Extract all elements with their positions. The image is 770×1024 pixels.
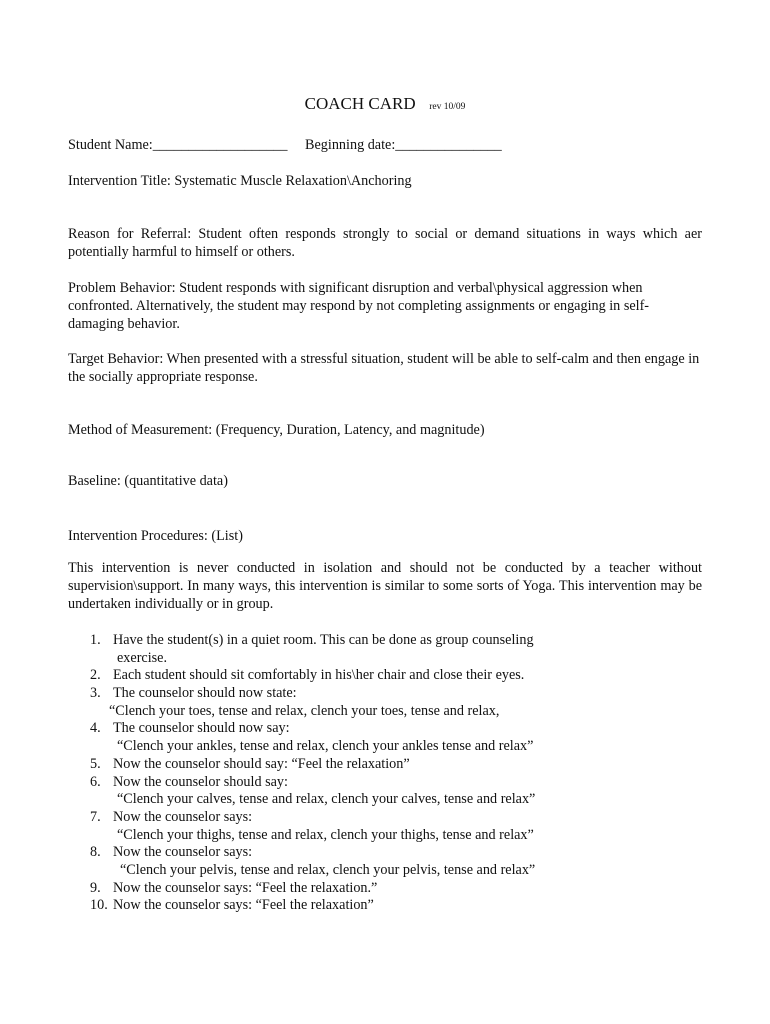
list-item bbox=[68, 896, 702, 914]
step-continuation: exercise. bbox=[117, 649, 168, 666]
list-item bbox=[68, 737, 702, 755]
procedures-heading: Intervention Procedures: (List) bbox=[68, 528, 243, 544]
step-continuation: “Clench your pelvis, tense and relax, clench your pelvis, tense and relax” bbox=[120, 861, 536, 878]
method-of-measurement: Method of Measurement: (Frequency, Duration, Latency, and magnitude) bbox=[68, 422, 485, 438]
step-number: 6. bbox=[90, 773, 101, 790]
list-item bbox=[68, 790, 702, 808]
title-row bbox=[0, 95, 770, 116]
list-item bbox=[68, 702, 702, 720]
step-continuation: “Clench your ankles, tense and relax, clench your ankles tense and relax” bbox=[117, 738, 534, 755]
document-title: COACH CARD bbox=[304, 94, 416, 113]
step-text: The counselor should now state: bbox=[113, 685, 297, 702]
list-item bbox=[68, 826, 702, 844]
list-item bbox=[68, 808, 702, 826]
step-number: 5. bbox=[90, 755, 101, 772]
step-number: 3. bbox=[90, 685, 101, 702]
step-text: Now the counselor should say: bbox=[113, 773, 288, 790]
baseline: Baseline: (quantitative data) bbox=[68, 473, 228, 489]
step-text: Have the student(s) in a quiet room. This can be done as group counseling bbox=[113, 632, 534, 648]
problem-behavior: Problem Behavior: Student responds with significant disruption and verbal\physical aggression when confronted. Alternatively, the student may respond by not completing assignments or engaging in self-damaging behavior. bbox=[68, 280, 650, 332]
step-number: 8. bbox=[90, 844, 101, 861]
step-continuation: “Clench your calves, tense and relax, clench your calves, tense and relax” bbox=[117, 791, 536, 808]
list-item bbox=[68, 684, 702, 702]
step-number: 1. bbox=[90, 632, 101, 648]
list-item bbox=[68, 861, 702, 879]
step-text: Now the counselor should say: “Feel the relaxation” bbox=[113, 755, 410, 772]
list-item bbox=[68, 843, 702, 861]
intervention-title: Intervention Title: Systematic Muscle Relaxation\Anchoring bbox=[68, 173, 412, 189]
list-item bbox=[68, 755, 702, 773]
name-date-row bbox=[68, 136, 702, 154]
step-number: 4. bbox=[90, 720, 101, 737]
beginning-date-field: Beginning date:_______________ bbox=[305, 137, 502, 153]
step-text: Each student should sit comfortably in his\her chair and close their eyes. bbox=[113, 667, 525, 684]
reason-for-referral: Reason for Referral: Student often responds strongly to social or demand situations in ways which aer potentially harmful to himself or others. bbox=[68, 226, 702, 260]
revision-label: rev 10/09 bbox=[429, 102, 466, 112]
step-continuation: “Clench your thighs, tense and relax, clench your thighs, tense and relax” bbox=[117, 826, 534, 843]
list-item bbox=[68, 666, 702, 684]
list-item bbox=[68, 649, 702, 667]
step-text: Now the counselor says: “Feel the relaxation” bbox=[113, 897, 374, 914]
list-item bbox=[68, 719, 702, 737]
step-text: The counselor should now say: bbox=[113, 720, 290, 737]
step-number: 7. bbox=[90, 808, 101, 825]
list-item bbox=[68, 879, 702, 897]
step-number: 9. bbox=[90, 879, 101, 896]
step-number: 10. bbox=[90, 897, 108, 914]
step-text: Now the counselor says: bbox=[113, 808, 253, 825]
list-item bbox=[68, 631, 702, 649]
step-text: Now the counselor says: “Feel the relaxation.” bbox=[113, 879, 378, 896]
step-number: 2. bbox=[90, 667, 101, 684]
student-name-field: Student Name:___________________ bbox=[68, 137, 288, 153]
step-text: Now the counselor says: bbox=[113, 844, 253, 861]
target-behavior: Target Behavior: When presented with a stressful situation, student will be able to self-calm and then engage in the socially appropriate response. bbox=[68, 351, 700, 385]
step-continuation: “Clench your toes, tense and relax, clench your toes, tense and relax, bbox=[109, 702, 500, 719]
procedures-intro: This intervention is never conducted in isolation and should not be conducted by a teacher without supervision\support. In many ways, this intervention is similar to some sorts of Yoga. This intervention may be undertaken individually or in group. bbox=[68, 560, 702, 612]
list-item bbox=[68, 773, 702, 791]
procedure-steps-list bbox=[68, 631, 702, 914]
